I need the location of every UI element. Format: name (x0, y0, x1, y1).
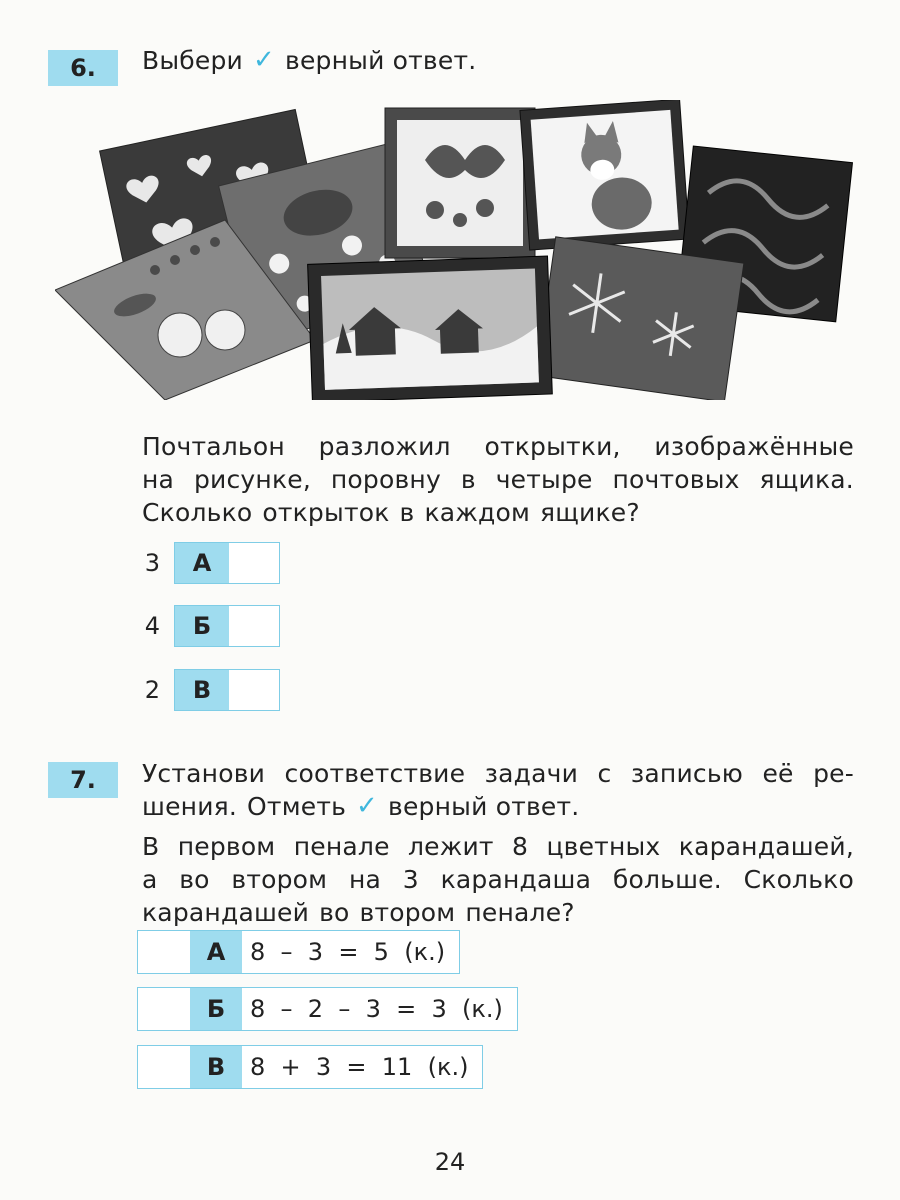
solution-letter: А (190, 931, 242, 973)
word: почтовых (612, 465, 740, 494)
problem-line (142, 430, 854, 463)
word: втором (231, 865, 328, 894)
option-value: 2 (144, 676, 160, 704)
word: втором (359, 898, 456, 927)
answer-option-c (136, 669, 280, 711)
option-letter: Б (175, 606, 229, 646)
word: Почтальон (142, 432, 285, 461)
page-number: 24 (434, 1148, 466, 1176)
word: открытки, (484, 432, 621, 461)
word: изображённые (654, 432, 854, 461)
word: рисунке, (193, 465, 311, 494)
word: записью (630, 759, 744, 788)
word: первом (177, 832, 276, 861)
task-6-number: 6. (48, 50, 118, 86)
task-6-problem (142, 430, 854, 529)
problem-line (142, 896, 854, 929)
option-value: 4 (144, 612, 160, 640)
solution-expression: 8 – 3 = 5 (к.) (250, 938, 446, 966)
solution-option-a (137, 930, 460, 974)
solution-option-b (137, 987, 518, 1031)
word: карандашей, (678, 832, 854, 861)
postcard-ornament (385, 108, 535, 258)
word: Отметь (247, 792, 347, 821)
postcard-winter (308, 256, 553, 400)
word: ящике? (540, 498, 640, 527)
word: лежит (407, 832, 494, 861)
word: карандашей (142, 898, 310, 927)
word: Установи (142, 759, 266, 788)
solution-letter: В (190, 1046, 242, 1088)
postcard-snowflakes (536, 237, 744, 400)
word: В (142, 832, 160, 861)
word: ящика. (759, 465, 854, 494)
word: четыре (495, 465, 593, 494)
word: верный ответ. (388, 792, 580, 821)
word: Сколько (743, 865, 854, 894)
solution-checkbox-b[interactable] (138, 988, 190, 1030)
word: больше. (612, 865, 722, 894)
word: пенале (293, 832, 390, 861)
postcard-cat (520, 100, 689, 250)
option-letter: А (175, 543, 229, 583)
solution-letter: Б (190, 988, 242, 1030)
word: 3 (402, 865, 419, 894)
word: разложил (318, 432, 451, 461)
word: во (179, 865, 210, 894)
problem-line (142, 463, 854, 496)
solution-checkbox-a[interactable] (138, 931, 190, 973)
word: 8 (512, 832, 529, 861)
instruction-line (142, 790, 854, 823)
word: а (142, 865, 158, 894)
problem-line (142, 830, 854, 863)
problem-line (142, 496, 854, 529)
solution-expression: 8 + 3 = 11 (к.) (250, 1053, 469, 1081)
word: Сколько (142, 498, 253, 527)
task-7-instruction (142, 757, 854, 823)
word: ре- (813, 759, 854, 788)
answer-checkbox-b[interactable] (174, 605, 280, 647)
word: её (762, 759, 794, 788)
postcards-illustration (55, 100, 855, 400)
word: открыток (262, 498, 390, 527)
instruction-word: верный ответ. (285, 46, 477, 75)
answer-checkbox-a[interactable] (174, 542, 280, 584)
problem-line (142, 863, 854, 896)
checkmark-icon: ✓ (356, 791, 379, 821)
answer-option-b (136, 605, 280, 647)
solution-option-c (137, 1045, 483, 1089)
word: в (460, 465, 476, 494)
task-7-problem (142, 830, 854, 929)
word: поровну (330, 465, 441, 494)
option-value: 3 (144, 549, 160, 577)
answer-option-a (136, 542, 280, 584)
checkmark-icon: ✓ (253, 45, 276, 75)
task-7-number: 7. (48, 762, 118, 798)
word: карандаша (440, 865, 592, 894)
word: цветных (546, 832, 661, 861)
word: пенале? (465, 898, 575, 927)
word: с (597, 759, 612, 788)
word: задачи (484, 759, 579, 788)
word: каждом (424, 498, 531, 527)
word: шения. (142, 792, 238, 821)
word: на (142, 465, 175, 494)
answer-checkbox-c[interactable] (174, 669, 280, 711)
instruction-line (142, 757, 854, 790)
word: в (399, 498, 415, 527)
task-6-instruction (142, 44, 476, 77)
word: на (348, 865, 382, 894)
option-letter: В (175, 670, 229, 710)
instruction-word: Выбери (142, 46, 244, 75)
solution-expression: 8 – 2 – 3 = 3 (к.) (250, 995, 503, 1023)
solution-checkbox-c[interactable] (138, 1046, 190, 1088)
word: соответствие (284, 759, 466, 788)
word: во (319, 898, 350, 927)
